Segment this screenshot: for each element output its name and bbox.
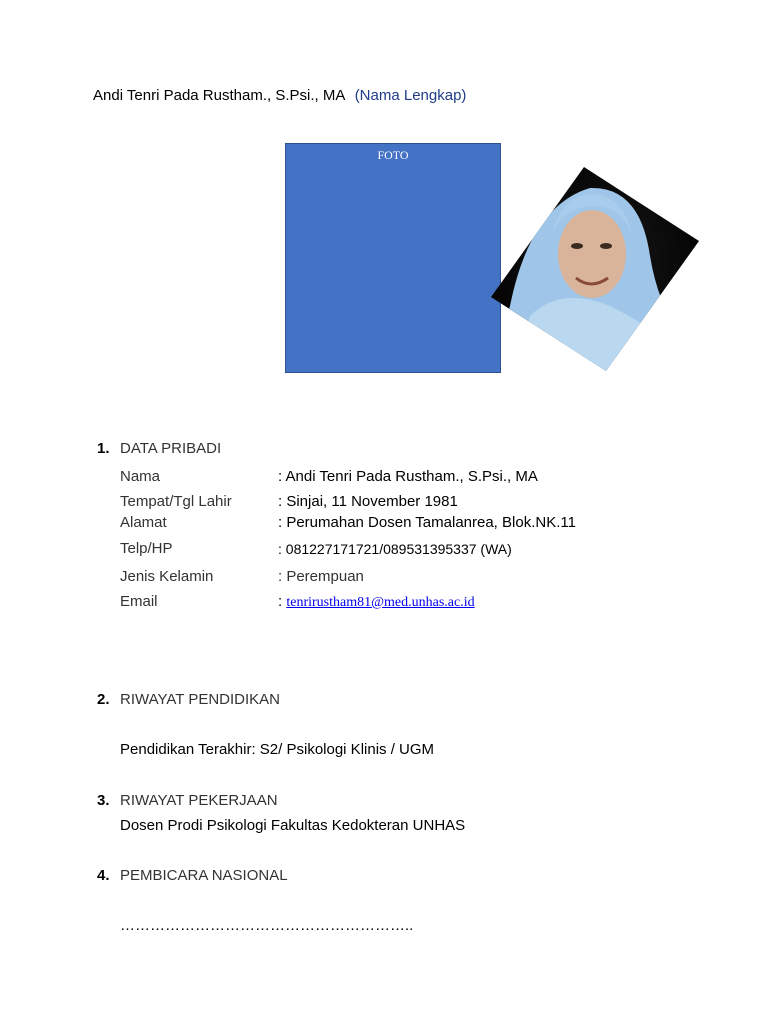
email-colon: : [278,593,287,610]
section-number: 3. [97,792,110,809]
label-email: Email [120,593,158,610]
full-name-hint: (Nama Lengkap) [354,87,467,104]
section-title-riwayat-pekerjaan: RIWAYAT PEKERJAAN [120,792,278,809]
label-tempat-tgl-lahir: Tempat/Tgl Lahir [120,493,232,510]
value-email [278,593,475,611]
section-number: 1. [97,440,110,457]
value-nama: : Andi Tenri Pada Rustham., S.Psi., MA [278,468,538,485]
section-title-riwayat-pendidikan: RIWAYAT PENDIDIKAN [120,691,281,708]
label-nama: Nama [120,468,161,485]
photo-placeholder-label: FOTO [377,148,409,162]
speaker-placeholder: ………………………………………………….. [120,917,414,934]
value-telp: : 081227171721/089531395337 (WA) [278,541,512,557]
work-text: Dosen Prodi Psikologi Fakultas Kedokteran UNHAS [120,817,466,834]
label-alamat: Alamat [120,514,167,531]
profile-photo [490,166,702,374]
full-name: Andi Tenri Pada Rustham., S.Psi., MA [93,87,345,104]
email-link[interactable]: tenrirustham81@med.unhas.ac.id [286,595,475,610]
label-jenis-kelamin: Jenis Kelamin [120,568,214,585]
value-jenis-kelamin: : Perempuan [278,568,364,585]
label-telp: Telp/HP [120,540,173,557]
full-name-header [93,87,466,104]
section-number: 2. [97,691,110,708]
section-number: 4. [97,867,110,884]
value-alamat: : Perumahan Dosen Tamalanrea, Blok.NK.11 [278,514,576,531]
section-title-pembicara-nasional: PEMBICARA NASIONAL [120,867,288,884]
value-tempat-tgl-lahir: : Sinjai, 11 November 1981 [278,493,458,510]
section-title-data-pribadi: DATA PRIBADI [120,440,222,457]
photo-placeholder [285,143,501,373]
education-text: Pendidikan Terakhir: S2/ Psikologi Klinis / UGM [120,741,435,758]
